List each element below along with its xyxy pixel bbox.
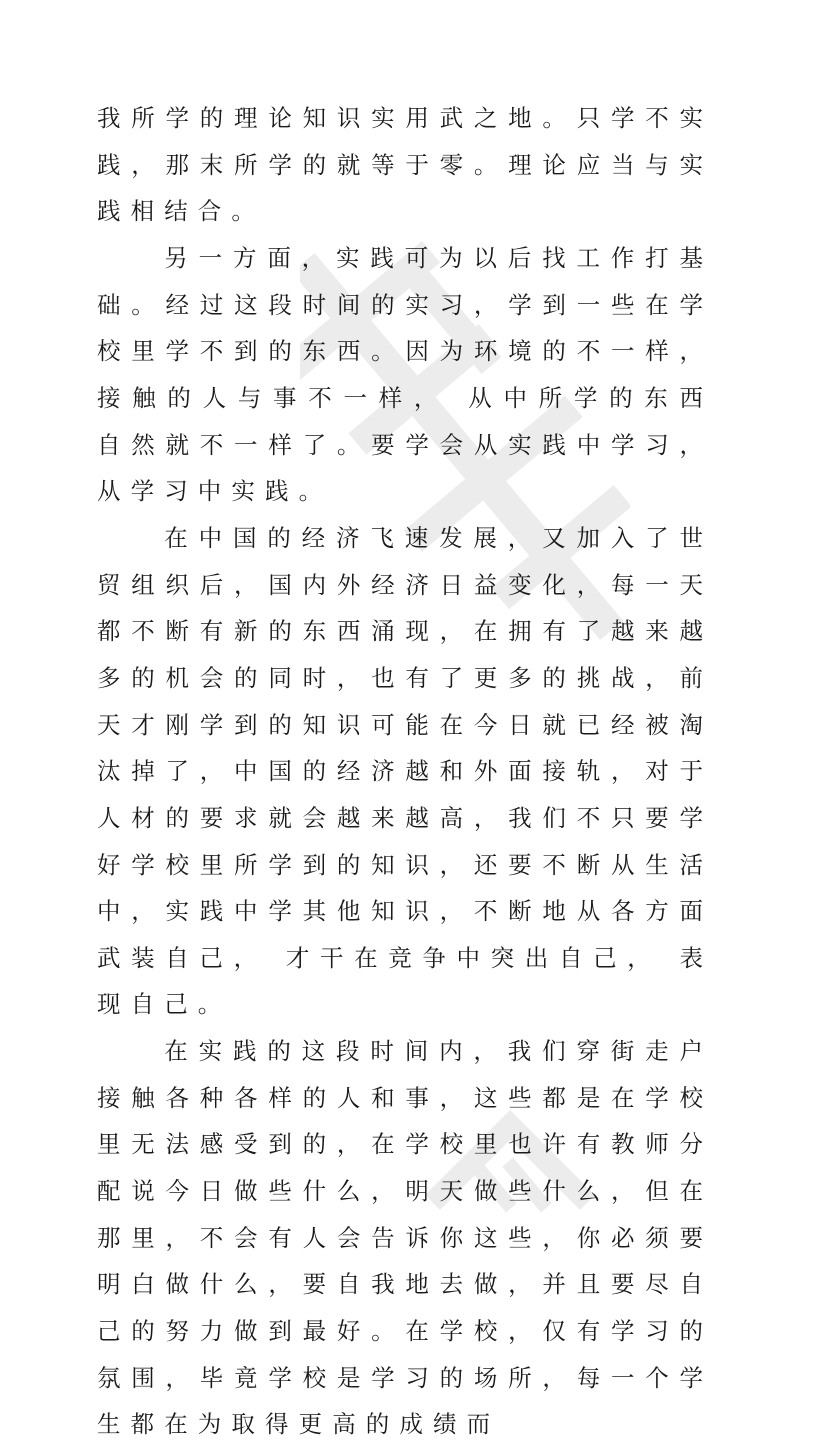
paragraph: 在中国的经济飞速发展，又加入了世贸组织后，国内外经济日益变化，每一天都不断有新的东西涌现，在拥有了越来越多的机会的同时，也有了更多的挑战，前天才刚学到的知识可能在今日就已经被淘汰掉了，中国的经济越和外面接轨，对于人材的要求就会越来越高，我们不只要学好学校里所学到的知识，还要不断从生活中，实践中学其他知识，不断地从各方面武装自己， 才干在竞争中突出自己， 表现自己。 — [97, 523, 714, 1019]
paragraph: 我所学的理论知识实用武之地。只学不实践，那末所学的就等于零。理论应当与实践相结合。 — [97, 104, 714, 226]
paragraph: 另一方面，实践可为以后找工作打基础。经过这段时间的实习，学到一些在学校里学不到的东西。因为环境的不一样，接触的人与事不一样， 从中所学的东西自然就不一样了。要学会从实践中学习，从学习中实践。 — [97, 243, 714, 506]
document-body — [97, 95, 714, 1448]
paragraph: 在实践的这段时间内，我们穿街走户接触各种各样的人和事，这些都是在学校里无法感受到的，在学校里也许有教师分配说今日做些什么，明天做些什么，但在那里，不会有人会告诉你这些，你必须要明白做什么，要自我地去做，并且要尽自己的努力做到最好。在学校，仅有学习的氛围，毕竟学校是学习的场所，每一个学生都在为取得更高的成绩而 — [97, 1037, 714, 1439]
